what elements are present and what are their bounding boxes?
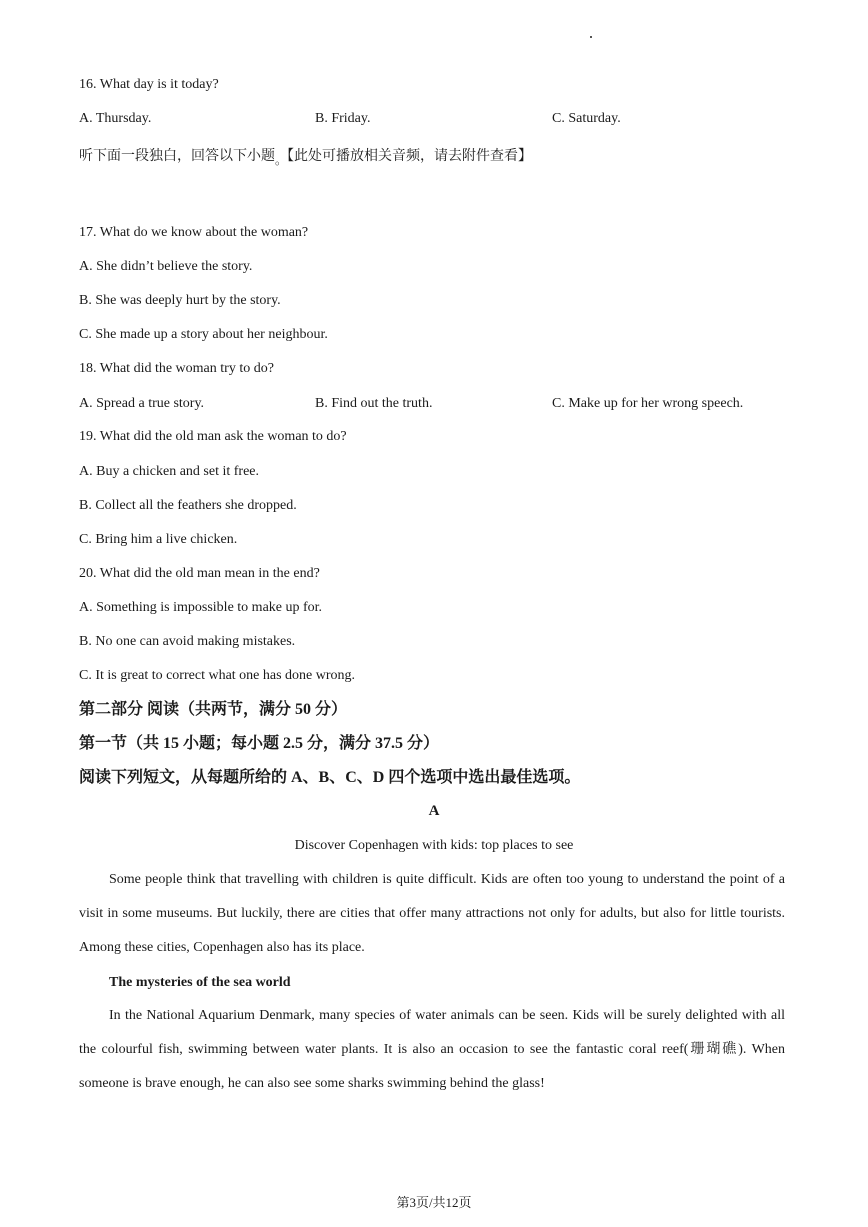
page-footer: 第3页/共12页 [396, 1195, 472, 1210]
passage-paragraph-2 [79, 999, 785, 1101]
option-c: C. Bring him a live chicken. [79, 532, 238, 547]
option-c: C. Make up for her wrong speech. [552, 396, 744, 411]
passage-title: Discover Copenhagen with kids: top places to see [294, 838, 574, 853]
reading-instruction: 阅读下列短文，从每题所给的 A、B、C、D 四个选项中选出最佳选项。 [79, 769, 581, 786]
scan-speck [590, 36, 592, 38]
audio-note: 【此处可播放相关音频，请去附件查看】 [287, 149, 533, 164]
option-b: B. Collect all the feathers she dropped. [79, 498, 297, 513]
option-c: C. She made up a story about her neighbour. [79, 327, 328, 342]
option-a: A. She didn’t believe the story. [79, 259, 253, 274]
part2-heading: 第二部分 阅读（共两节，满分 50 分） [79, 701, 348, 718]
instruction-mark: 。 [275, 153, 288, 167]
option-c: C. It is great to correct what one has done wrong. [79, 668, 356, 683]
option-a: A. Buy a chicken and set it free. [79, 464, 259, 479]
option-a: A. Thursday. [79, 111, 152, 126]
question-20: 20. What did the old man mean in the end? [79, 566, 320, 581]
option-b: B. No one can avoid making mistakes. [79, 634, 296, 649]
passage-paragraph-1 [79, 863, 785, 965]
instruction-text: 听下面一段独白，回答以下小题 [79, 149, 275, 164]
option-a: A. Spread a true story. [79, 396, 205, 411]
question-19: 19. What did the old man ask the woman to do? [79, 429, 347, 444]
option-a: A. Something is impossible to make up for. [79, 600, 323, 615]
option-b: B. She was deeply hurt by the story. [79, 293, 281, 308]
question-16: 16. What day is it today? [79, 77, 219, 92]
passage-subheading: The mysteries of the sea world [109, 975, 291, 990]
option-b: B. Friday. [315, 111, 371, 126]
option-c: C. Saturday. [552, 111, 621, 126]
section1-heading: 第一节（共 15 小题；每小题 2.5 分，满分 37.5 分） [79, 735, 440, 752]
question-17: 17. What do we know about the woman? [79, 225, 309, 240]
listening-instruction [79, 147, 532, 166]
passage-letter: A [428, 803, 440, 819]
paragraph-1-text: Some people think that travelling with children is quite difficult. Kids are often too young to understand the point of a visit in some museums. But luckily, there are cities that offer many attractions not only for adults, but also for little tourists. Among these cities, Copenhagen also has its place. [79, 872, 785, 955]
option-b: B. Find out the truth. [315, 396, 433, 411]
question-18: 18. What did the woman try to do? [79, 361, 274, 376]
paragraph-2-text: In the National Aquarium Denmark, many species of water animals can be seen. Kids will be surely delighted with all the colourful fish, swimming between water plants. It is also an occasion to see the fantastic coral reef(珊瑚礁). When someone is brave enough, he can also see some sharks swimming behind the glass! [79, 1008, 785, 1091]
